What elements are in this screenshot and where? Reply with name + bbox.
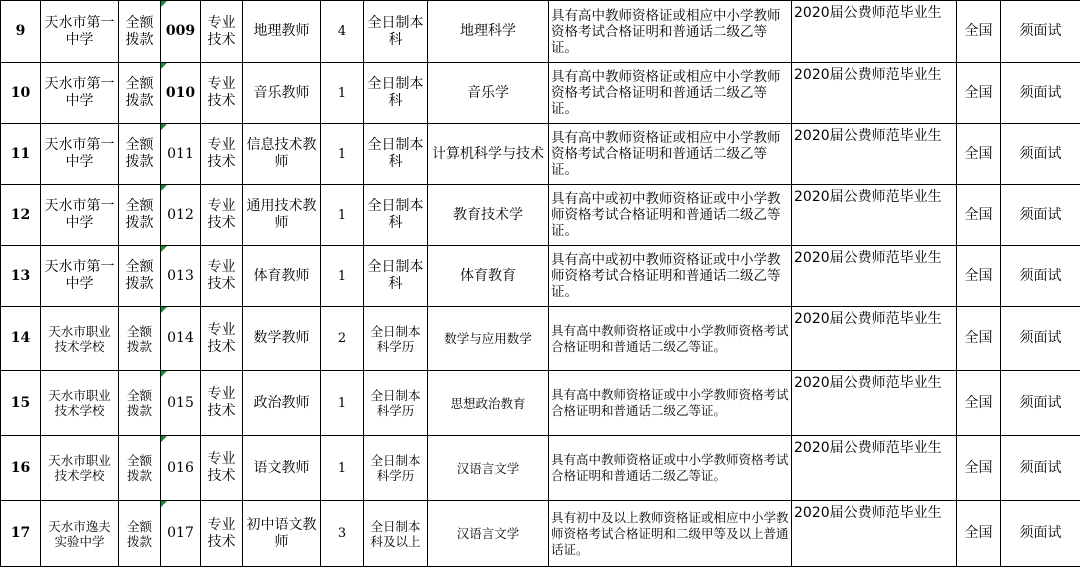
- education-requirement: 全日制本科及以上: [364, 501, 428, 567]
- post-category: 专业技术: [201, 501, 243, 567]
- funding-type: 全额拨款: [119, 1, 161, 63]
- recruitment-scope: 全国: [957, 1, 1001, 63]
- post-code: 011: [161, 124, 201, 185]
- education-requirement: 全日制本科学历: [364, 436, 428, 501]
- table-row: [1, 124, 1080, 185]
- unit-name: 天水市第一中学: [41, 246, 119, 307]
- funding-type: 全额拨款: [119, 436, 161, 501]
- interview-note: 须面试: [1001, 307, 1080, 371]
- funding-type: 全额拨款: [119, 371, 161, 436]
- hiring-count: 4: [321, 1, 364, 63]
- funding-type: 全额拨款: [119, 246, 161, 307]
- post-name: 音乐教师: [243, 63, 321, 124]
- post-name: 地理教师: [243, 1, 321, 63]
- qualification-requirement: 具有高中教师资格证或相应中小学教师资格考试合格证明和普通话二级乙等证。: [549, 1, 792, 63]
- hiring-count: 1: [321, 124, 364, 185]
- major-requirement: 汉语言文学: [428, 501, 549, 567]
- post-category: 专业技术: [201, 436, 243, 501]
- applicant-condition: 2020届公费师范毕业生: [792, 307, 957, 371]
- row-number: 12: [1, 185, 41, 246]
- post-code: 009: [161, 1, 201, 63]
- hiring-count: 3: [321, 501, 364, 567]
- interview-note: 须面试: [1001, 124, 1080, 185]
- unit-name: 天水市第一中学: [41, 124, 119, 185]
- funding-type: 全额拨款: [119, 185, 161, 246]
- funding-type: 全额拨款: [119, 63, 161, 124]
- post-name: 数学教师: [243, 307, 321, 371]
- post-code: 010: [161, 63, 201, 124]
- major-requirement: 音乐学: [428, 63, 549, 124]
- post-code: 016: [161, 436, 201, 501]
- post-category: 专业技术: [201, 371, 243, 436]
- recruitment-scope: 全国: [957, 501, 1001, 567]
- qualification-requirement: 具有高中教师资格证或相应中小学教师资格考试合格证明和普通话二级乙等证。: [549, 124, 792, 185]
- hiring-count: 1: [321, 185, 364, 246]
- major-requirement: 地理科学: [428, 1, 549, 63]
- post-category: 专业技术: [201, 246, 243, 307]
- interview-note: 须面试: [1001, 371, 1080, 436]
- row-number: 17: [1, 501, 41, 567]
- major-requirement: 体育教育: [428, 246, 549, 307]
- applicant-condition: 2020届公费师范毕业生: [792, 1, 957, 63]
- major-requirement: 数学与应用数学: [428, 307, 549, 371]
- table-row: [1, 63, 1080, 124]
- major-requirement: 汉语言文学: [428, 436, 549, 501]
- hiring-count: 1: [321, 371, 364, 436]
- interview-note: 须面试: [1001, 185, 1080, 246]
- unit-name: 天水市职业技术学校: [41, 436, 119, 501]
- hiring-count: 1: [321, 436, 364, 501]
- recruitment-scope: 全国: [957, 371, 1001, 436]
- interview-note: 须面试: [1001, 501, 1080, 567]
- unit-name: 天水市第一中学: [41, 1, 119, 63]
- funding-type: 全额拨款: [119, 307, 161, 371]
- unit-name: 天水市职业技术学校: [41, 371, 119, 436]
- qualification-requirement: 具有初中及以上教师资格证或相应中小学教师资格考试合格证明和二级甲等及以上普通话证。: [549, 501, 792, 567]
- table-row: [1, 1, 1080, 63]
- row-number: 11: [1, 124, 41, 185]
- unit-name: 天水市第一中学: [41, 63, 119, 124]
- unit-name: 天水市职业技术学校: [41, 307, 119, 371]
- major-requirement: 教育技术学: [428, 185, 549, 246]
- applicant-condition: 2020届公费师范毕业生: [792, 124, 957, 185]
- qualification-requirement: 具有高中教师资格证或中小学教师资格考试合格证明和普通话二级乙等证。: [549, 436, 792, 501]
- row-number: 16: [1, 436, 41, 501]
- qualification-requirement: 具有高中或初中教师资格证或中小学教师资格考试合格证明和普通话二级乙等证。: [549, 246, 792, 307]
- major-requirement: 计算机科学与技术: [428, 124, 549, 185]
- table-row: [1, 307, 1080, 371]
- education-requirement: 全日制本科: [364, 124, 428, 185]
- post-category: 专业技术: [201, 1, 243, 63]
- row-number: 10: [1, 63, 41, 124]
- hiring-count: 2: [321, 307, 364, 371]
- post-name: 信息技术教师: [243, 124, 321, 185]
- applicant-condition: 2020届公费师范毕业生: [792, 63, 957, 124]
- post-name: 语文教师: [243, 436, 321, 501]
- interview-note: 须面试: [1001, 1, 1080, 63]
- qualification-requirement: 具有高中或初中教师资格证或中小学教师资格考试合格证明和普通话二级乙等证。: [549, 185, 792, 246]
- unit-name: 天水市逸夫实验中学: [41, 501, 119, 567]
- education-requirement: 全日制本科: [364, 63, 428, 124]
- post-category: 专业技术: [201, 307, 243, 371]
- major-requirement: 思想政治教育: [428, 371, 549, 436]
- recruitment-scope: 全国: [957, 246, 1001, 307]
- post-category: 专业技术: [201, 185, 243, 246]
- row-number: 13: [1, 246, 41, 307]
- qualification-requirement: 具有高中教师资格证或中小学教师资格考试合格证明和普通话二级乙等证。: [549, 307, 792, 371]
- table-row: [1, 501, 1080, 567]
- post-name: 体育教师: [243, 246, 321, 307]
- post-code: 014: [161, 307, 201, 371]
- post-code: 017: [161, 501, 201, 567]
- table-row: [1, 185, 1080, 246]
- applicant-condition: 2020届公费师范毕业生: [792, 185, 957, 246]
- post-code: 012: [161, 185, 201, 246]
- recruitment-scope: 全国: [957, 307, 1001, 371]
- table-row: [1, 436, 1080, 501]
- qualification-requirement: 具有高中教师资格证或中小学教师资格考试合格证明和普通话二级乙等证。: [549, 371, 792, 436]
- interview-note: 须面试: [1001, 63, 1080, 124]
- post-name: 初中语文教师: [243, 501, 321, 567]
- post-name: 政治教师: [243, 371, 321, 436]
- hiring-count: 1: [321, 246, 364, 307]
- unit-name: 天水市第一中学: [41, 185, 119, 246]
- row-number: 15: [1, 371, 41, 436]
- recruitment-scope: 全国: [957, 185, 1001, 246]
- applicant-condition: 2020届公费师范毕业生: [792, 436, 957, 501]
- row-number: 9: [1, 1, 41, 63]
- recruitment-scope: 全国: [957, 436, 1001, 501]
- table-row: [1, 246, 1080, 307]
- qualification-requirement: 具有高中教师资格证或相应中小学教师资格考试合格证明和普通话二级乙等证。: [549, 63, 792, 124]
- education-requirement: 全日制本科: [364, 1, 428, 63]
- funding-type: 全额拨款: [119, 501, 161, 567]
- post-code: 013: [161, 246, 201, 307]
- education-requirement: 全日制本科: [364, 185, 428, 246]
- recruitment-scope: 全国: [957, 124, 1001, 185]
- hiring-count: 1: [321, 63, 364, 124]
- row-number: 14: [1, 307, 41, 371]
- applicant-condition: 2020届公费师范毕业生: [792, 371, 957, 436]
- education-requirement: 全日制本科学历: [364, 307, 428, 371]
- interview-note: 须面试: [1001, 246, 1080, 307]
- post-category: 专业技术: [201, 124, 243, 185]
- post-category: 专业技术: [201, 63, 243, 124]
- recruitment-scope: 全国: [957, 63, 1001, 124]
- funding-type: 全额拨款: [119, 124, 161, 185]
- interview-note: 须面试: [1001, 436, 1080, 501]
- table-row: [1, 371, 1080, 436]
- education-requirement: 全日制本科: [364, 246, 428, 307]
- table-body: [1, 1, 1080, 567]
- education-requirement: 全日制本科学历: [364, 371, 428, 436]
- applicant-condition: 2020届公费师范毕业生: [792, 246, 957, 307]
- applicant-condition: 2020届公费师范毕业生: [792, 501, 957, 567]
- post-name: 通用技术教师: [243, 185, 321, 246]
- post-code: 015: [161, 371, 201, 436]
